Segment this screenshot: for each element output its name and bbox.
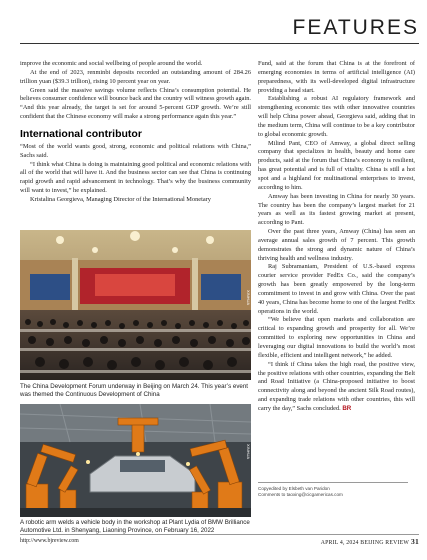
page-number: 31 <box>411 537 419 546</box>
left-paragraph: Kristalina Georgieva, Managing Director of the International Monetary <box>30 195 211 203</box>
right-paragraph: Establishing a robust AI regulatory framework and strengthening economic ties with other innovative countries will help China power ahead, Georgieva said, adding that in the medium term, China will continue to be a key contributor to global economic growth. <box>258 95 415 138</box>
page-header <box>0 0 427 50</box>
photo-credit: XINHUA <box>246 290 251 306</box>
left-paragraph: “I think what China is doing is maintaining good political and economic relations with all of the world that will have it. And the business sector can see that China is continuing rapid growth and rapid advancement in technology. That’s why the business community will want to invest,” he explained. <box>20 160 251 195</box>
forum-photo <box>20 230 251 380</box>
section-title: FEATURES <box>292 16 419 39</box>
photo-credit: XINHUA <box>246 444 251 460</box>
right-paragraph: “We believe that open markets and collaboration are critical to expanding growth and prosperity for all. We’re committed to exploring new opportunities in China and leveraging our digital innovations to build the world’s most flexible, efficient and intelligent network,” he added. <box>258 316 415 359</box>
photo-caption: A robotic arm welds a vehicle body in the workshop at Plant Lydia of BMW Brilliance Automotive Ltd. in Shenyang, Liaoning Province, on February 16, 2022 <box>20 519 250 534</box>
footer-rule <box>20 534 419 535</box>
right-paragraph: Milind Pant, CEO of Amway, a global direct selling company that specializes in health, beauty and home care products, said at the forum that China’s economy is resilient, has great potential and is full of vitality. China is still a hot spot and a highland for multinational enterprises to invest, according to him. <box>258 139 415 191</box>
left-paragraph: Green said the massive savings volume reflects China’s consumption potential. He believes consumer confidence will bounce back and the country will witness growth again. “And this year already, the target is set for around 5-percent GDP growth. We’re still confident that the Chinese economy will make a strong performance again this year.” <box>20 86 251 121</box>
right-paragraph: Amway has been investing in China for nearly 30 years. The country has been the company’s largest market for 21 years as well as its fastest growing market at present, according to Pant. <box>258 192 415 227</box>
right-paragraph: Raj Subramaniam, President of U.S.-based express courier service provider FedEx Co., said the company’s growth has been greatly empowered by the long-term commitment to invest in and grow with China. Over the past 40 years, China has become home to one of the largest FedEx operations in the world. <box>258 263 415 315</box>
final-text: “I think if China takes the high road, the positive view, the positive relations with other countries, expanding the Belt and Road Initiative (a China-proposed initiative to boost connectivity along and beyond the ancient Silk Road routes), and expanding trade relations with other countries, this will carry the day,” Sachs concluded. <box>258 360 415 412</box>
left-paragraph: improve the economic and social wellbeing of people around the world. <box>20 60 203 67</box>
left-column <box>20 60 251 205</box>
right-paragraph-final <box>258 361 415 414</box>
footer-url[interactable]: http://www.bjreview.com <box>20 538 79 544</box>
credit-rule <box>258 482 408 483</box>
left-paragraph: “Most of the world wants good, strong, economic and political relations with China,” Sachs said. <box>20 142 251 159</box>
copyedit-credit <box>258 486 415 499</box>
photo-caption: The China Development Forum underway in Beijing on March 24. This year’s event was themed the Continuous Development of China <box>20 383 249 398</box>
copyedit-line: Copyedited by Elsbeth van Paridon <box>258 486 330 491</box>
factory-photo <box>20 404 251 517</box>
end-mark: BR <box>342 404 352 412</box>
right-paragraph: Over the past three years, Amway (China) has seen an average annual sales growth of 7 percent. This growth demonstrates the strong and dynamic nature of China’s thriving health and wellness industry. <box>258 228 415 262</box>
issue-line: APRIL 4, 2024 BEIJING REVIEW <box>320 540 409 546</box>
left-paragraph: At the end of 2023, renminbi deposits recorded an outstanding amount of 284.26 trillion yuan ($39.3 trillion), rising 10 percent year on year. <box>20 68 251 85</box>
header-rule <box>20 43 419 44</box>
footer-issue <box>321 537 419 546</box>
right-column <box>258 60 415 414</box>
comments-line: Comments to taoxing@cicgamericas.com <box>258 492 343 498</box>
right-paragraph: Fund, said at the forum that China is at the forefront of emerging economies in terms of artificial intelligence (AI) preparedness, with its well-developed digital infrastructure providing a head start. <box>258 60 415 94</box>
subheading: International contributor <box>20 127 142 140</box>
